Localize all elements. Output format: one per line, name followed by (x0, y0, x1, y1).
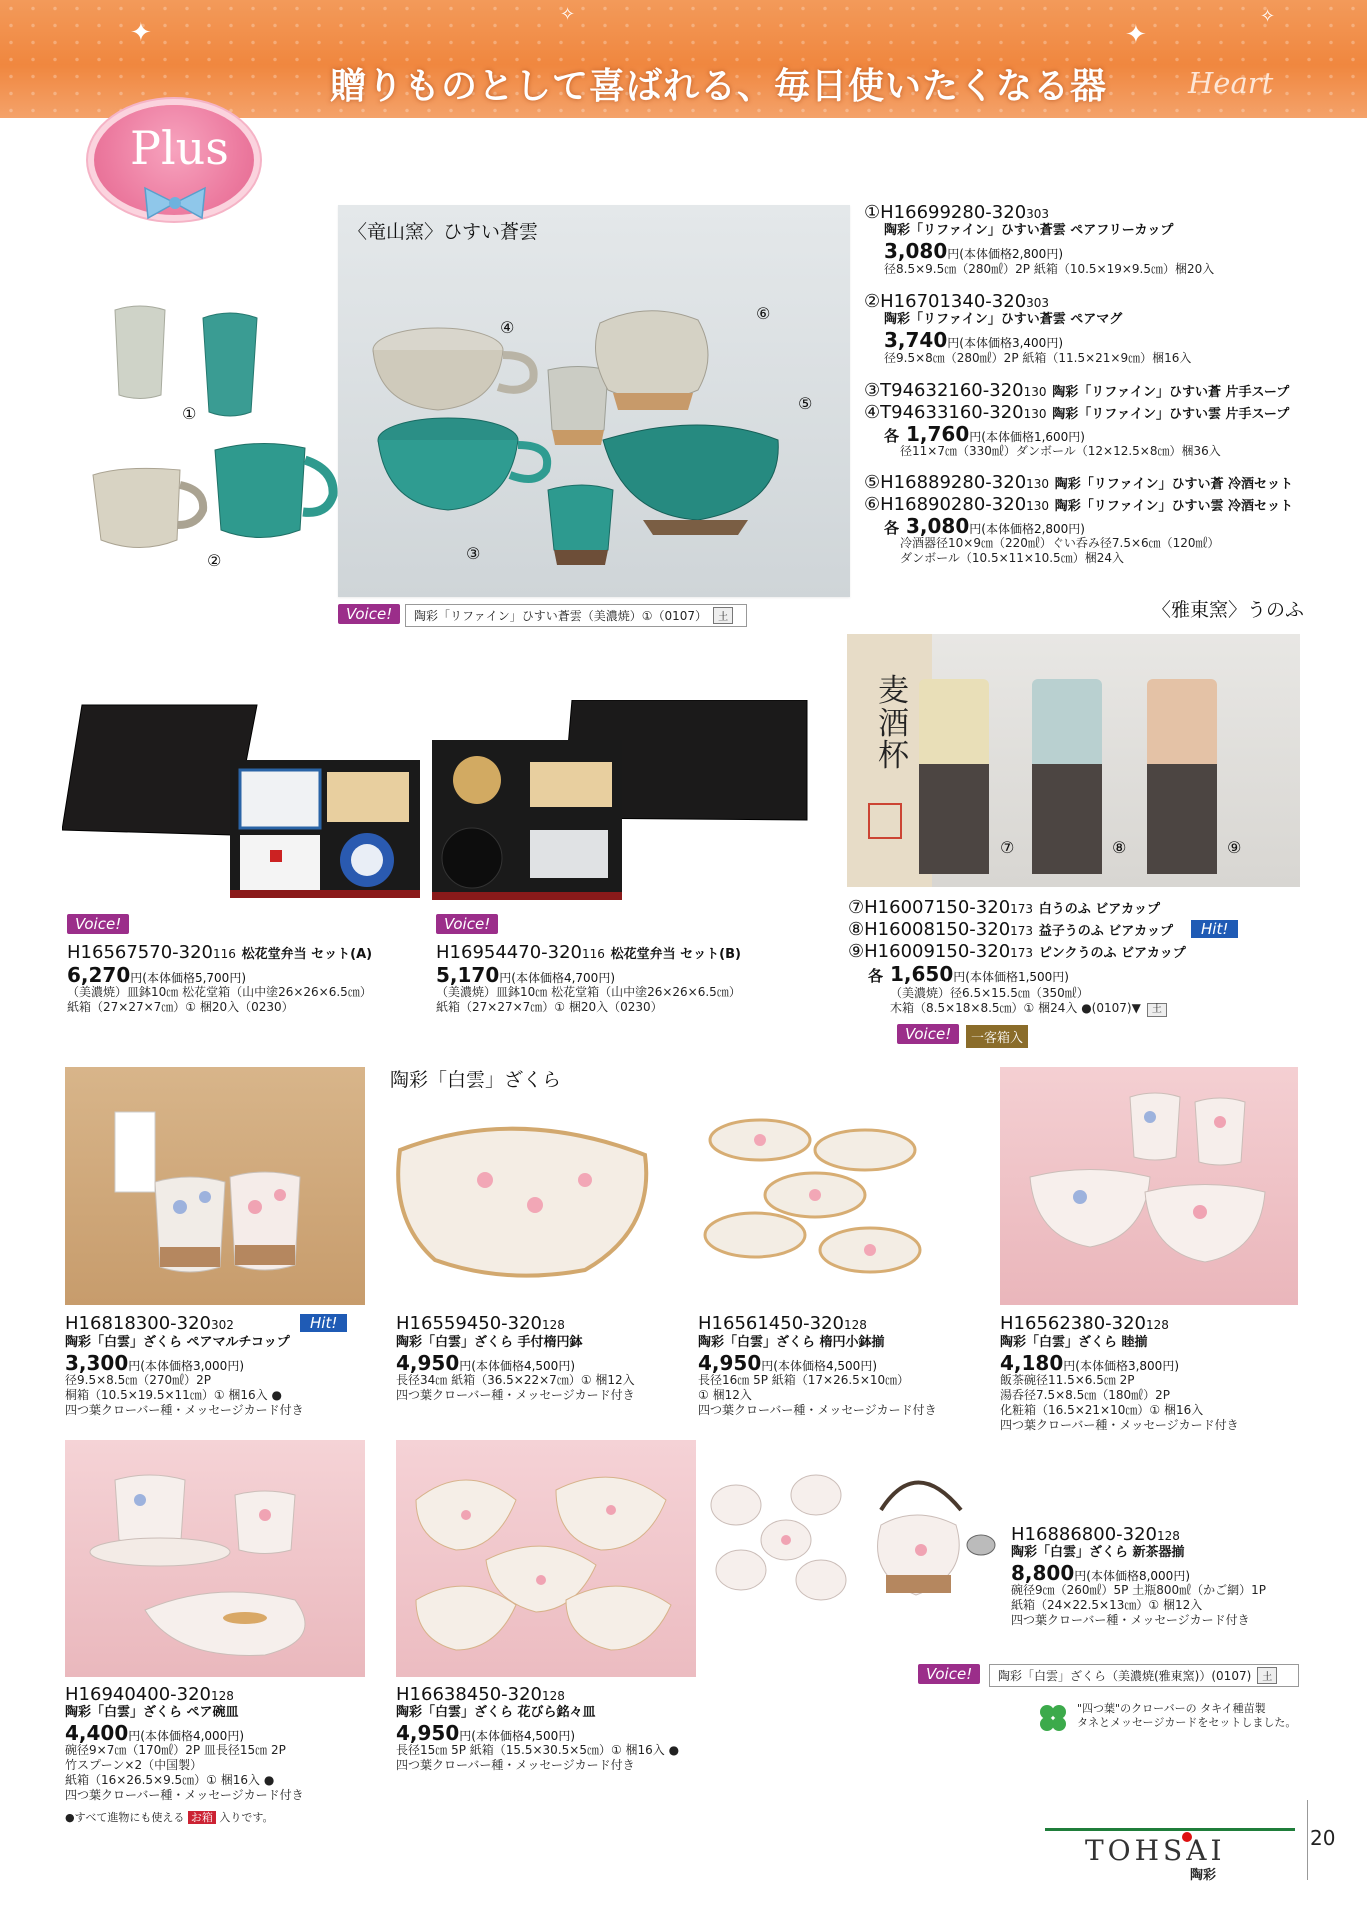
voice-text: 陶彩「リファイン」ひすい蒼雲（美濃焼）①（0107） (414, 609, 708, 623)
header-banner (0, 0, 1367, 118)
product-spec: 径11×7㎝（330㎖）ダンボール（12×12.5×8㎝）梱36入 (900, 444, 1221, 458)
section-heading: 陶彩「白雲」ざくら (390, 1069, 562, 1091)
product-spec: 紙箱（16×26.5×9.5㎝）① 梱16入 ● (65, 1773, 275, 1787)
product-spec: （美濃焼）皿鉢10㎝ 松花堂箱（山中塗26×26×6.5㎝） (67, 985, 372, 999)
product-spec: 化粧箱（16.5×21×10㎝）① 梱16入 (1000, 1403, 1204, 1417)
clover-note: タネとメッセージカードをセットしました。 (1077, 1716, 1297, 1729)
product-spec: 四つ葉クローバー種・メッセージカード付き (65, 1403, 304, 1417)
box-label: 麦酒杯 (878, 673, 909, 775)
voice-tag: Voice! (918, 1664, 980, 1684)
product-spec: 長径15㎝ 5P 紙箱（15.5×30.5×5㎝）① 梱16入 ● (396, 1743, 680, 1757)
product-price: 6,270円(本体価格5,700円) (67, 963, 246, 987)
product-price: 各 1,650円(本体価格1,500円) (868, 962, 1069, 986)
product-spec: 四つ葉クローバー種・メッセージカード付き (1011, 1613, 1250, 1627)
product-price: 5,170円(本体価格4,700円) (436, 963, 615, 987)
product-spec: 桐箱（10.5×19.5×11㎝）① 梱16入 ● (65, 1388, 282, 1402)
product-code: ③T94632160-320130 陶彩「リファイン」ひすい蒼 片手スープ (864, 380, 1290, 401)
product-code: H16562380-320128 (1000, 1313, 1169, 1334)
product-spec: 径9.5×8.5㎝（270㎖）2P (65, 1373, 211, 1387)
product-spec: 竹スプーン×2（中国製） (65, 1758, 203, 1772)
product-spec: 四つ葉クローバー種・メッセージカード付き (396, 1758, 635, 1772)
earth-mark: 土 (1257, 1667, 1277, 1684)
box-tag: お箱 (188, 1811, 216, 1824)
product-price: 4,950円(本体価格4,500円) (698, 1351, 877, 1375)
sakura-cup-photo (65, 1067, 365, 1305)
product-name: 陶彩「白雲」ざくら 手付楕円鉢 (396, 1335, 583, 1350)
product-code: H16954470-320116 松花堂弁当 セット(B) (436, 942, 741, 963)
sakura-oval-bowl-photo (385, 1110, 660, 1295)
voice-text: 陶彩「白雲」ざくら（美濃焼(雅東窯)）(0107) (998, 1669, 1252, 1683)
product-price: 4,400円(本体価格4,000円) (65, 1721, 244, 1745)
bento-photo (62, 700, 812, 915)
tohsai-logo (1045, 1828, 1295, 1883)
sakura-tea-set-photo (706, 1455, 1006, 1605)
product-price: 4,950円(本体価格4,500円) (396, 1721, 575, 1745)
hisui-soun-photo (338, 205, 850, 597)
product-spec: ① 梱12入 (698, 1388, 752, 1402)
product-spec: 四つ葉クローバー種・メッセージカード付き (1000, 1418, 1239, 1432)
photo-number: ⑦ (1000, 838, 1015, 857)
product-spec: 冷酒器径10×9㎝（220㎖）ぐい呑み径7.5×6㎝（120㎖） (900, 536, 1220, 550)
product-name: 陶彩「白雲」ざくら ペア碗皿 (65, 1705, 239, 1720)
section-heading: 〈雅東窯〉うのふ (1152, 599, 1305, 621)
photo-number: ⑥ (756, 304, 771, 323)
photo-number: ⑨ (1227, 838, 1242, 857)
product-code: H16567570-320116 松花堂弁当 セット(A) (67, 942, 373, 963)
sparkle-icon: ✦ (1125, 20, 1147, 50)
product-code: ⑦H16007150-320173 白うのふ ビアカップ (848, 897, 1161, 918)
product-spec: 四つ葉クローバー種・メッセージカード付き (65, 1788, 304, 1802)
voice-tag: Voice! (67, 914, 129, 934)
product-spec: 径8.5×9.5㎝（280㎖）2P 紙箱（10.5×19×9.5㎝）梱20入 (884, 262, 1215, 276)
footnote: ●すべて進物にも使える お箱 入りです。 (65, 1811, 274, 1824)
brand-name: TOHSAI (1085, 1834, 1226, 1867)
clover-note: "四つ葉"のクローバーの タキイ種苗製 (1077, 1702, 1266, 1715)
brand-line (1045, 1828, 1295, 1831)
section-heading: 〈竜山窯〉ひすい蒼雲 (348, 221, 539, 243)
photo-number: ⑤ (798, 394, 813, 413)
voice-info (405, 604, 747, 627)
product-name: 陶彩「リファイン」ひすい蒼雲 ペアフリーカップ (884, 223, 1174, 238)
product-code: ⑤H16889280-320130 陶彩「リファイン」ひすい蒼 冷酒セット (864, 472, 1294, 493)
sakura-small-bowls-photo (700, 1110, 930, 1295)
product-price: 3,300円(本体価格3,000円) (65, 1351, 244, 1375)
photo-number: ① (182, 404, 197, 423)
brand-sub: 陶彩 (1190, 1868, 1217, 1883)
product-price: 各 3,080円(本体価格2,800円) (884, 514, 1085, 538)
sakura-cup-saucer-photo (65, 1440, 365, 1677)
product-code: ⑥H16890280-320130 陶彩「リファイン」ひすい雲 冷酒セット (864, 494, 1294, 515)
photo-number: ④ (500, 318, 515, 337)
hit-tag: Hit! (1191, 920, 1238, 938)
sakura-petal-plates-photo (396, 1440, 696, 1677)
product-code: H16561450-320128 (698, 1313, 867, 1334)
product-code: ①H16699280-320303 (864, 202, 1050, 223)
product-price: 3,080円(本体価格2,800円) (884, 239, 1063, 263)
plus-label: Plus (130, 121, 229, 175)
heart-logo: Heart (1188, 66, 1274, 100)
product-name: 陶彩「白雲」ざくら 楕円小鉢揃 (698, 1335, 885, 1350)
sakura-mutsumi-photo (1000, 1067, 1298, 1305)
earth-mark: 土 (713, 607, 733, 624)
product-name: 陶彩「白雲」ざくら 花びら銘々皿 (396, 1705, 596, 1720)
product-spec: （美濃焼）径6.5×15.5㎝（350㎖） (890, 986, 1089, 1000)
voice-tag: Voice! (338, 604, 400, 624)
product-spec: 木箱（8.5×18×8.5㎝）① 梱24入 ●(0107)▼ 土 (890, 1002, 1167, 1017)
product-spec: 紙箱（27×27×7㎝）① 梱20入（0230） (67, 1000, 294, 1014)
product-name: 陶彩「白雲」ざくら 新茶器揃 (1011, 1545, 1185, 1560)
product-price: 4,950円(本体価格4,500円) (396, 1351, 575, 1375)
photo-number: ② (207, 551, 222, 570)
product-spec: 紙箱（24×22.5×13㎝）① 梱12入 (1011, 1598, 1203, 1612)
product-price: 4,180円(本体価格3,800円) (1000, 1351, 1179, 1375)
voice-tag: Voice! (897, 1024, 959, 1044)
ribbon-icon (140, 183, 210, 223)
sparkle-icon: ✧ (560, 4, 576, 25)
product-code: H16940400-320128 (65, 1684, 234, 1705)
voice-info (989, 1664, 1299, 1687)
product-price: 8,800円(本体価格8,000円) (1011, 1561, 1190, 1585)
product-spec: （美濃焼）皿鉢10㎝ 松花堂箱（山中塗26×26×6.5㎝） (436, 985, 741, 999)
product-price: 各 1,760円(本体価格1,600円) (884, 422, 1085, 446)
product-spec: 碗径9㎝（260㎖）5P 土瓶800㎖（かご網）1P (1011, 1583, 1267, 1597)
product-spec: 四つ葉クローバー種・メッセージカード付き (698, 1403, 937, 1417)
product-name: 陶彩「リファイン」ひすい蒼雲 ペアマグ (884, 312, 1123, 327)
product-code: ⑧H16008150-320173 益子うのふ ビアカップ (848, 919, 1174, 940)
product-code: H16886800-320128 (1011, 1524, 1180, 1545)
box-tag: 一客箱入 (966, 1025, 1028, 1048)
clover-icon (1035, 1700, 1071, 1736)
product-price: 3,740円(本体価格3,400円) (884, 328, 1063, 352)
product-code: ②H16701340-320303 (864, 291, 1050, 312)
product-code: H16559450-320128 (396, 1313, 565, 1334)
product-spec: ダンボール（10.5×11×10.5㎝）梱24入 (900, 551, 1124, 565)
hit-tag: Hit! (300, 1314, 347, 1332)
banner-title: 贈りものとして喜ばれる、毎日使いたくなる器 (330, 65, 1108, 107)
product-code: ④T94633160-320130 陶彩「リファイン」ひすい雲 片手スープ (864, 402, 1290, 423)
product-spec: 径9.5×8㎝（280㎖）2P 紙箱（11.5×21×9㎝）梱16入 (884, 351, 1192, 365)
product-name: 陶彩「白雲」ざくら 睦揃 (1000, 1335, 1148, 1350)
product-spec: 湯呑径7.5×8.5㎝（180㎖）2P (1000, 1388, 1170, 1402)
voice-tag: Voice! (436, 914, 498, 934)
product-spec: 四つ葉クローバー種・メッセージカード付き (396, 1388, 635, 1402)
plus-badge (80, 105, 270, 215)
product-name: 陶彩「白雲」ざくら ペアマルチコップ (65, 1335, 290, 1350)
product-code: ⑨H16009150-320173 ピンクうのふ ビアカップ (848, 941, 1186, 962)
product-spec: 碗径9×7㎝（170㎖）2P 皿長径15㎝ 2P (65, 1743, 286, 1757)
product-spec: 長径16㎝ 5P 紙箱（17×26.5×10㎝） (698, 1373, 910, 1387)
product-spec: 紙箱（27×27×7㎝）① 梱20入（0230） (436, 1000, 663, 1014)
product-spec: 長径34㎝ 紙箱（36.5×22×7㎝）① 梱12入 (396, 1373, 635, 1387)
sparkle-icon: ✧ (1260, 6, 1276, 27)
page-number: 20 (1310, 1826, 1336, 1850)
photo-number: ⑧ (1112, 838, 1127, 857)
product-code: H16818300-320302 (65, 1313, 234, 1334)
product-code: H16638450-320128 (396, 1684, 565, 1705)
divider (1307, 1800, 1308, 1880)
sparkle-icon: ✦ (130, 18, 152, 48)
photo-number: ③ (466, 544, 481, 563)
product-spec: 飯茶碗径11.5×6.5㎝ 2P (1000, 1373, 1135, 1387)
